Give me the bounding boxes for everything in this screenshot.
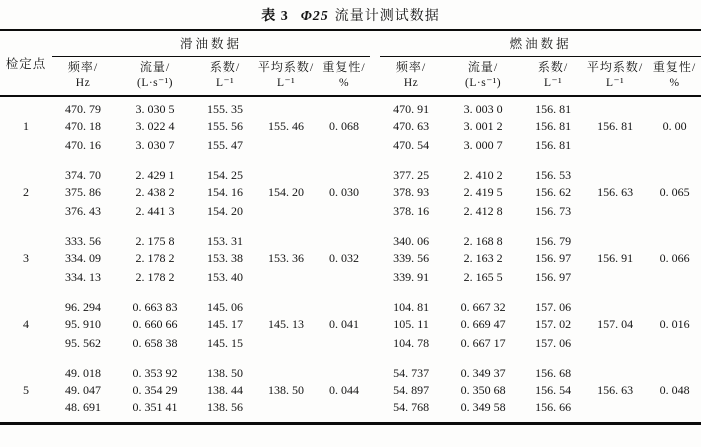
fuel-avg-coefficient-cell [582, 287, 648, 315]
oil-frequency-cell: 96. 294 [65, 300, 101, 314]
data-row [0, 136, 701, 155]
oil-frequency-cell: 375. 86 [65, 185, 101, 199]
oil-coefficient-cell: 153. 31 [207, 234, 243, 248]
data-row [0, 221, 701, 249]
oil-frequency-cell: 376. 43 [65, 204, 101, 218]
fuel-frequency-cell: 470. 54 [393, 138, 430, 152]
data-row [0, 96, 701, 117]
fuel-repeatability-cell: 0. 00 [662, 119, 687, 133]
oil-flow-cell: 3. 022 4 [135, 119, 175, 133]
oil-avg-coefficient-cell [254, 202, 318, 221]
oil-flow-cell: 2. 441 3 [135, 204, 175, 218]
fuel-avg-coefficient-cell [582, 155, 648, 183]
point-cell [0, 136, 52, 155]
fuel-repeatability-cell [648, 334, 701, 353]
fuel-frequency-cell: 54. 897 [393, 383, 430, 397]
divider-gap-cell [370, 315, 380, 334]
oil-avg-coefficient-cell [254, 96, 318, 117]
oil-coefficient-cell: 155. 47 [207, 138, 243, 152]
divider-gap-cell [370, 183, 380, 202]
divider-gap-cell [370, 381, 380, 400]
oil-frequency-cell: 374. 70 [65, 168, 101, 182]
oil-flow-cell: 0. 658 38 [132, 336, 178, 350]
point-cell [0, 268, 52, 287]
oil-coefficient-cell: 145. 17 [207, 317, 243, 331]
fuel-frequency-cell: 378. 93 [393, 185, 430, 199]
oil-avg-coefficient-cell: 145. 13 [268, 317, 304, 331]
fuel-coefficient-cell: 156. 97 [535, 251, 572, 265]
fuel-flow-cell: 0. 667 17 [460, 336, 506, 350]
oil-frequency-cell: 49. 018 [65, 366, 101, 380]
fuel-flow-cell: 3. 001 2 [463, 119, 503, 133]
fuel-frequency-cell: 104. 81 [393, 300, 430, 314]
divider-gap-cell [370, 202, 380, 221]
fuel-coefficient-cell: 156. 68 [535, 366, 572, 380]
data-row [0, 249, 701, 268]
point-cell: 2 [23, 185, 29, 199]
fuel-flow-cell: 2. 163 2 [463, 251, 503, 265]
divider-gap-cell [370, 287, 380, 315]
oil-flow-cell: 0. 351 41 [132, 400, 178, 414]
table-title [0, 0, 701, 29]
point-cell: 1 [23, 119, 29, 133]
oil-avg-coefficient-cell [254, 155, 318, 183]
fuel-coefficient-cell: 156. 81 [535, 102, 572, 116]
oil-repeatability-cell [318, 334, 370, 353]
data-row [0, 183, 701, 202]
oil-frequency-cell: 333. 56 [65, 234, 101, 248]
data-row [0, 400, 701, 424]
oil-coefficient-cell: 145. 06 [207, 300, 243, 314]
fuel-flow-cell: 3. 003 0 [463, 102, 503, 116]
column-header-oil-flow: 流量/ (L·s⁻¹) [114, 56, 196, 96]
oil-frequency-cell: 470. 79 [65, 102, 101, 116]
divider-gap-cell [370, 249, 380, 268]
fuel-flow-cell: 0. 669 47 [460, 317, 506, 331]
oil-coefficient-cell: 155. 56 [207, 119, 243, 133]
table-title-text: 流量计测试数据 [334, 9, 440, 24]
fuel-frequency-cell: 54. 737 [393, 366, 430, 380]
point-cell [0, 221, 52, 249]
fuel-coefficient-cell: 157. 06 [535, 300, 572, 314]
oil-flow-cell: 2. 175 8 [135, 234, 175, 248]
fuel-avg-coefficient-cell: 156. 63 [597, 383, 634, 397]
oil-flow-cell: 0. 354 29 [132, 383, 178, 397]
point-cell: 3 [23, 251, 29, 265]
fuel-avg-coefficient-cell [582, 353, 648, 381]
fuel-flow-cell: 0. 349 37 [460, 366, 506, 380]
point-cell [0, 334, 52, 353]
oil-flow-cell: 0. 353 92 [132, 366, 178, 380]
column-header-oil-repeatability: 重复性/ % [318, 56, 370, 96]
fuel-avg-coefficient-cell [582, 268, 648, 287]
oil-avg-coefficient-cell [254, 400, 318, 424]
fuel-flow-cell: 2. 412 8 [463, 204, 503, 218]
fuel-flow-cell: 0. 350 68 [460, 383, 506, 397]
fuel-repeatability-cell [648, 400, 701, 424]
fuel-repeatability-cell [648, 221, 701, 249]
oil-flow-cell: 2. 429 1 [135, 168, 175, 182]
oil-repeatability-cell [318, 136, 370, 155]
fuel-avg-coefficient-cell: 156. 81 [597, 119, 634, 133]
group-header-fuel: 燃油数据 [380, 30, 701, 56]
fuel-flow-cell: 2. 168 8 [463, 234, 503, 248]
oil-coefficient-cell: 138. 56 [207, 400, 243, 414]
oil-coefficient-cell: 138. 50 [207, 366, 243, 380]
oil-avg-coefficient-cell [254, 221, 318, 249]
fuel-flow-cell: 3. 000 7 [463, 138, 503, 152]
oil-repeatability-cell [318, 287, 370, 315]
fuel-coefficient-cell: 156. 81 [535, 138, 572, 152]
fuel-avg-coefficient-cell [582, 96, 648, 117]
oil-frequency-cell: 95. 910 [65, 317, 101, 331]
oil-repeatability-cell [318, 268, 370, 287]
oil-repeatability-cell: 0. 044 [329, 383, 360, 397]
oil-repeatability-cell: 0. 030 [329, 185, 360, 199]
point-cell [0, 287, 52, 315]
oil-flow-cell: 0. 660 66 [132, 317, 178, 331]
data-row [0, 315, 701, 334]
fuel-flow-cell: 2. 419 5 [463, 185, 503, 199]
fuel-flow-cell: 2. 165 5 [463, 270, 503, 284]
fuel-repeatability-cell [648, 287, 701, 315]
column-header-fuel-flow: 流量/ (L·s⁻¹) [442, 56, 524, 96]
fuel-coefficient-cell: 156. 97 [535, 270, 572, 284]
fuel-avg-coefficient-cell [582, 400, 648, 424]
point-cell [0, 96, 52, 117]
fuel-repeatability-cell: 0. 016 [659, 317, 690, 331]
fuel-frequency-cell: 470. 91 [393, 102, 430, 116]
oil-repeatability-cell [318, 400, 370, 424]
column-header-point: 检定点 [0, 30, 52, 96]
oil-repeatability-cell: 0. 041 [329, 317, 360, 331]
column-header-fuel-repeatability: 重复性/ % [648, 56, 701, 96]
fuel-coefficient-cell: 156. 53 [535, 168, 572, 182]
fuel-flow-cell: 2. 410 2 [463, 168, 503, 182]
oil-frequency-cell: 470. 18 [65, 119, 101, 133]
fuel-coefficient-cell: 157. 02 [535, 317, 572, 331]
fuel-repeatability-cell [648, 155, 701, 183]
fuel-repeatability-cell [648, 96, 701, 117]
oil-repeatability-cell [318, 353, 370, 381]
oil-coefficient-cell: 153. 40 [207, 270, 243, 284]
group-divider-gap [370, 30, 380, 96]
oil-coefficient-cell: 154. 16 [207, 185, 243, 199]
oil-repeatability-cell: 0. 032 [329, 251, 360, 265]
oil-coefficient-cell: 145. 15 [207, 336, 243, 350]
divider-gap-cell [370, 400, 380, 424]
column-header-fuel-frequency: 频率/ Hz [380, 56, 442, 96]
data-row [0, 268, 701, 287]
column-header-oil-avg-coefficient: 平均系数/ L⁻¹ [254, 56, 318, 96]
fuel-frequency-cell: 104. 78 [393, 336, 430, 350]
divider-gap-cell [370, 117, 380, 136]
column-header-fuel-avg-coefficient: 平均系数/ L⁻¹ [582, 56, 648, 96]
sub-header-row [0, 56, 701, 96]
fuel-avg-coefficient-cell [582, 202, 648, 221]
fuel-avg-coefficient-cell [582, 334, 648, 353]
oil-avg-coefficient-cell [254, 136, 318, 155]
fuel-repeatability-cell: 0. 048 [659, 383, 690, 397]
oil-avg-coefficient-cell: 138. 50 [268, 383, 304, 397]
point-cell [0, 353, 52, 381]
oil-flow-cell: 2. 438 2 [135, 185, 175, 199]
fuel-coefficient-cell: 156. 54 [535, 383, 572, 397]
oil-flow-cell: 2. 178 2 [135, 270, 175, 284]
data-row [0, 117, 701, 136]
oil-repeatability-cell [318, 96, 370, 117]
fuel-frequency-cell: 339. 91 [393, 270, 430, 284]
fuel-frequency-cell: 54. 768 [393, 400, 430, 414]
point-cell [0, 202, 52, 221]
group-header-oil: 滑油数据 [52, 30, 370, 56]
fuel-coefficient-cell: 156. 66 [535, 400, 572, 414]
oil-flow-cell: 3. 030 5 [135, 102, 175, 116]
data-row [0, 381, 701, 400]
data-row [0, 334, 701, 353]
oil-coefficient-cell: 154. 25 [207, 168, 243, 182]
divider-gap-cell [370, 155, 380, 183]
fuel-avg-coefficient-cell: 156. 63 [597, 185, 634, 199]
fuel-repeatability-cell [648, 136, 701, 155]
oil-frequency-cell: 470. 16 [65, 138, 101, 152]
flowmeter-test-data-table [0, 29, 701, 425]
oil-frequency-cell: 334. 13 [65, 270, 101, 284]
fuel-coefficient-cell: 156. 79 [535, 234, 572, 248]
oil-avg-coefficient-cell [254, 268, 318, 287]
column-header-oil-frequency: 频率/ Hz [52, 56, 114, 96]
fuel-frequency-cell: 377. 25 [393, 168, 430, 182]
fuel-repeatability-cell [648, 202, 701, 221]
fuel-avg-coefficient-cell: 156. 91 [597, 251, 634, 265]
oil-avg-coefficient-cell: 153. 36 [268, 251, 304, 265]
fuel-avg-coefficient-cell [582, 221, 648, 249]
divider-gap-cell [370, 334, 380, 353]
divider-gap-cell [370, 136, 380, 155]
data-row [0, 202, 701, 221]
oil-flow-cell: 2. 178 2 [135, 251, 175, 265]
fuel-coefficient-cell: 156. 62 [535, 185, 572, 199]
oil-flow-cell: 0. 663 83 [132, 300, 178, 314]
point-cell [0, 400, 52, 424]
fuel-repeatability-cell [648, 268, 701, 287]
fuel-coefficient-cell: 156. 73 [535, 204, 572, 218]
fuel-coefficient-cell: 156. 81 [535, 119, 572, 133]
oil-repeatability-cell: 0. 068 [329, 119, 360, 133]
fuel-avg-coefficient-cell [582, 136, 648, 155]
fuel-flow-cell: 0. 349 58 [460, 400, 506, 414]
flowmeter-model-label: Φ25 [300, 9, 329, 24]
data-row [0, 155, 701, 183]
oil-frequency-cell: 49. 047 [65, 383, 101, 397]
group-header-row [0, 30, 701, 56]
fuel-repeatability-cell: 0. 065 [659, 185, 690, 199]
oil-repeatability-cell [318, 155, 370, 183]
oil-frequency-cell: 334. 09 [65, 251, 101, 265]
oil-avg-coefficient-cell [254, 334, 318, 353]
oil-repeatability-cell [318, 221, 370, 249]
oil-coefficient-cell: 154. 20 [207, 204, 243, 218]
column-header-fuel-coefficient: 系数/ L⁻¹ [524, 56, 582, 96]
oil-flow-cell: 3. 030 7 [135, 138, 175, 152]
point-cell [0, 155, 52, 183]
oil-coefficient-cell: 155. 35 [207, 102, 243, 116]
fuel-frequency-cell: 339. 56 [393, 251, 430, 265]
oil-avg-coefficient-cell: 154. 20 [268, 185, 304, 199]
point-cell: 5 [23, 383, 29, 397]
oil-repeatability-cell [318, 202, 370, 221]
oil-frequency-cell: 95. 562 [65, 336, 101, 350]
oil-avg-coefficient-cell [254, 287, 318, 315]
data-row [0, 287, 701, 315]
oil-coefficient-cell: 153. 38 [207, 251, 243, 265]
fuel-flow-cell: 0. 667 32 [460, 300, 506, 314]
divider-gap-cell [370, 96, 380, 117]
data-row [0, 353, 701, 381]
fuel-frequency-cell: 340. 06 [393, 234, 430, 248]
column-header-oil-coefficient: 系数/ L⁻¹ [196, 56, 254, 96]
oil-frequency-cell: 48. 691 [65, 400, 101, 414]
fuel-frequency-cell: 470. 63 [393, 119, 430, 133]
oil-coefficient-cell: 138. 44 [207, 383, 243, 397]
oil-avg-coefficient-cell: 155. 46 [268, 119, 304, 133]
divider-gap-cell [370, 353, 380, 381]
fuel-repeatability-cell [648, 353, 701, 381]
fuel-frequency-cell: 105. 11 [393, 317, 429, 331]
fuel-frequency-cell: 378. 16 [393, 204, 430, 218]
fuel-avg-coefficient-cell: 157. 04 [597, 317, 634, 331]
fuel-repeatability-cell: 0. 066 [659, 251, 690, 265]
fuel-coefficient-cell: 157. 06 [535, 336, 572, 350]
divider-gap-cell [370, 268, 380, 287]
point-cell: 4 [23, 317, 29, 331]
oil-avg-coefficient-cell [254, 353, 318, 381]
divider-gap-cell [370, 221, 380, 249]
table-number-label: 表 3 [261, 9, 289, 24]
